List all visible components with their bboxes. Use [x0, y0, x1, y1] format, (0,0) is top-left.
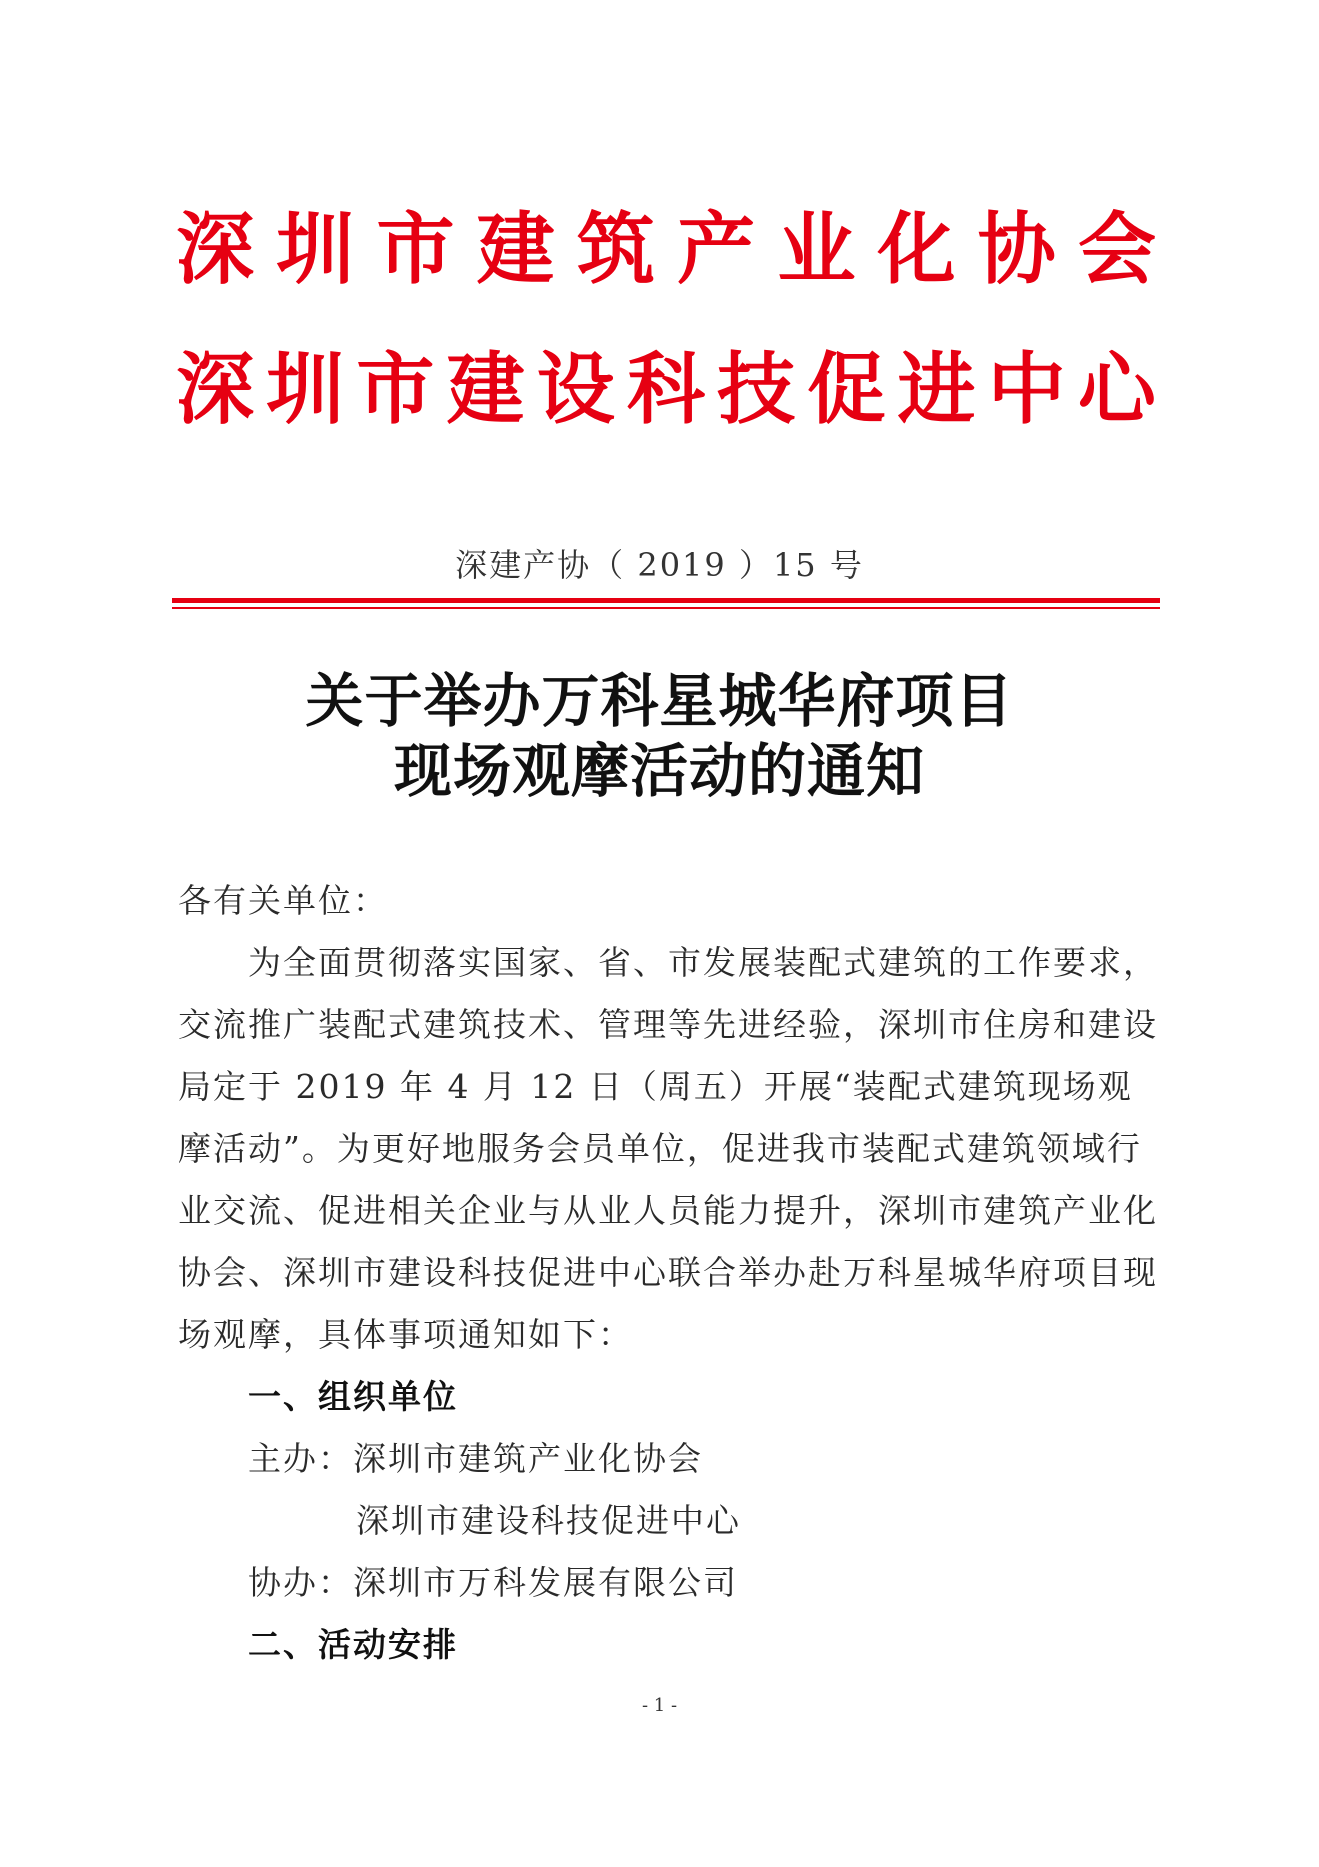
letterhead-char: 圳	[266, 344, 345, 435]
notice-title-line-2: 现场观摩活动的通知	[393, 737, 925, 805]
letterhead-char: 科	[626, 344, 705, 435]
section-heading-schedule: 二、活动安排	[248, 1625, 458, 1664]
letterhead-char: 筑	[576, 204, 655, 295]
host-line	[178, 1428, 1158, 1490]
page-number: - 1 -	[641, 1695, 678, 1716]
letterhead-char: 产	[677, 204, 756, 295]
letterhead-char: 圳	[276, 204, 355, 295]
cohost-org: 深圳市万科发展有限公司	[353, 1563, 738, 1602]
letterhead-char: 化	[877, 204, 956, 295]
letterhead-char: 中	[987, 344, 1066, 435]
letterhead-char: 心	[1077, 344, 1156, 435]
cohost-line	[178, 1552, 1158, 1614]
salutation: 各有关单位：	[178, 881, 388, 920]
letterhead-char: 市	[376, 204, 455, 295]
red-rule-thin	[172, 607, 1160, 609]
body-paragraph: 为全面贯彻落实国家、省、市发展装配式建筑的工作要求，交流推广装配式建筑技术、管理等先进经验，深圳市住房和建设局定于 2019 年 4 月 12 日（周五）开展“装配式建筑现场观摩活动”。为更好地服务会员单位，促进我市装配式建筑领域行业交流、促进相关企业与从业人员能力提升，深圳市建筑产业化协会、深圳市建设科技促进中心联合举办赴万科星城华府项目现场观摩，具体事项通知如下：	[178, 943, 1158, 1354]
letterhead-line-2	[176, 340, 1156, 440]
host-org-2: 深圳市建设科技促进中心	[356, 1501, 741, 1540]
letterhead-char: 进	[897, 344, 976, 435]
letterhead-char: 市	[356, 344, 435, 435]
host-org-1: 深圳市建筑产业化协会	[353, 1439, 703, 1478]
letterhead-char: 建	[476, 204, 555, 295]
letterhead-char: 协	[977, 204, 1056, 295]
letterhead-char: 会	[1077, 204, 1156, 295]
letterhead-line-1	[176, 200, 1156, 300]
letterhead-char: 促	[807, 344, 886, 435]
red-rule-thick	[172, 598, 1160, 603]
notice-body	[178, 870, 1158, 1676]
letterhead-char: 业	[777, 204, 856, 295]
letterhead-char: 深	[176, 344, 255, 435]
letterhead-char: 设	[536, 344, 615, 435]
document-number: 深建产协（ 2019 ）15 号	[455, 546, 864, 584]
cohost-label: 协办：	[248, 1563, 353, 1602]
host-label: 主办：	[248, 1439, 353, 1478]
notice-title-line-1: 关于举办万科星城华府项目	[305, 667, 1014, 735]
section-heading-organizers: 一、组织单位	[248, 1377, 458, 1416]
letterhead-char: 建	[446, 344, 525, 435]
letterhead-char: 深	[176, 204, 255, 295]
letterhead-char: 技	[717, 344, 796, 435]
